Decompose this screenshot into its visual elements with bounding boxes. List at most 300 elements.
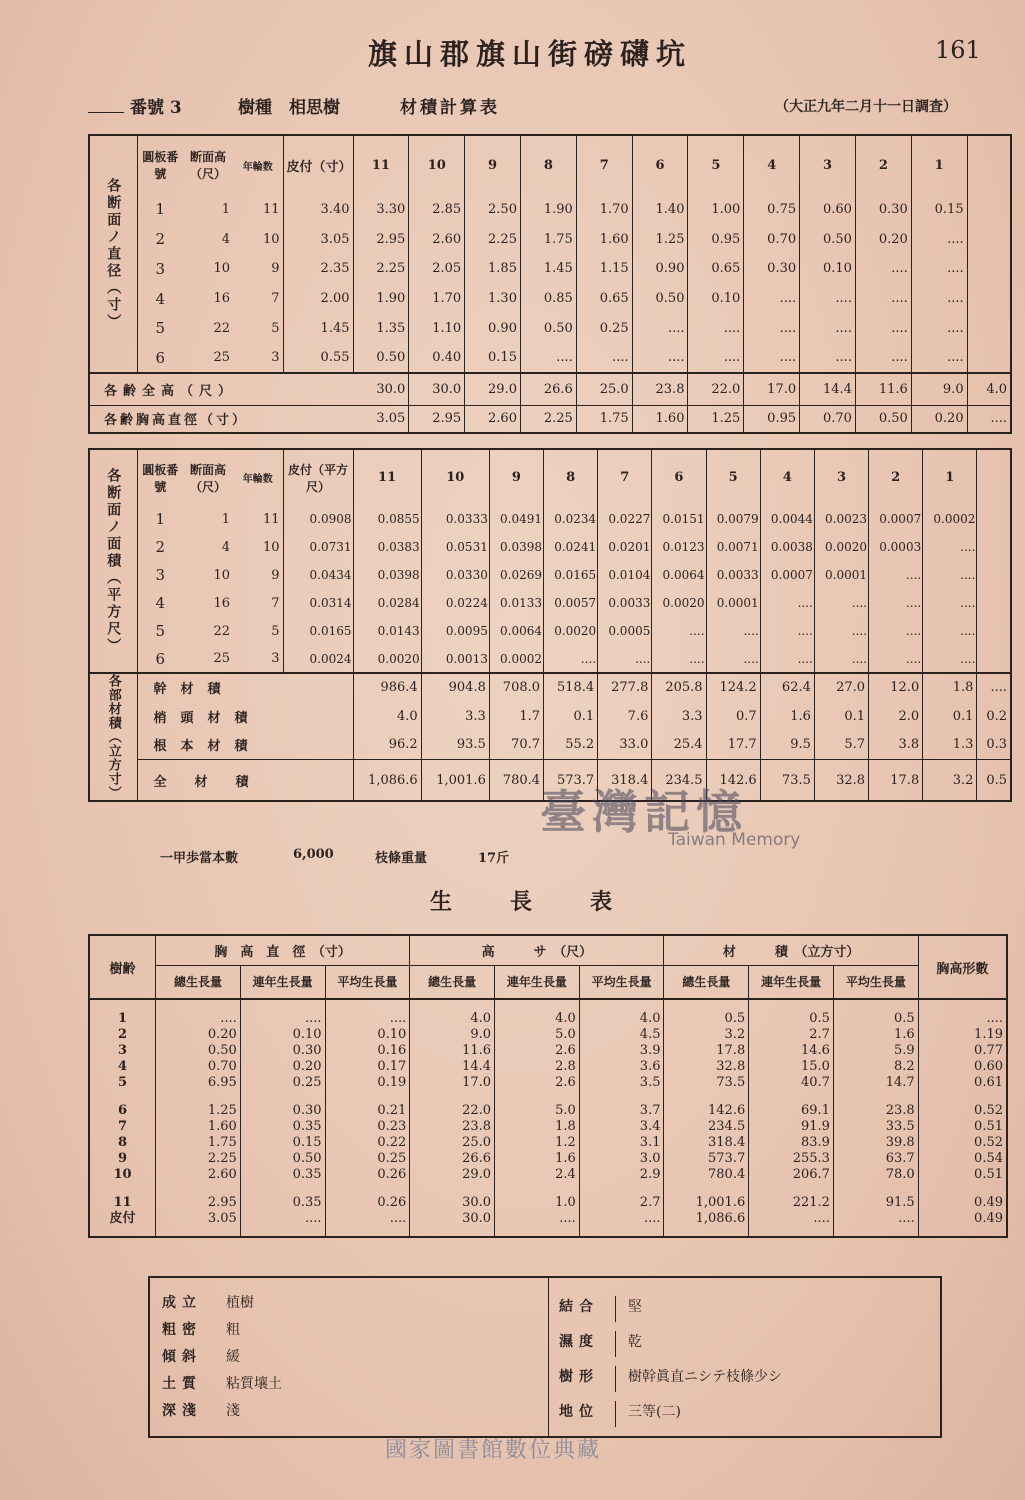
area-cell: 0.0020 xyxy=(544,617,598,645)
spacer-cell xyxy=(918,1227,1007,1237)
growth-cell: 0.23 xyxy=(325,1119,410,1135)
spacer-cell xyxy=(749,999,834,1011)
diameter-cell: 0.90 xyxy=(632,254,688,284)
property-row xyxy=(162,1400,240,1426)
growth-subheader: 連年生長量 xyxy=(240,965,325,999)
growth-row xyxy=(89,1151,1007,1167)
spacer-cell xyxy=(833,1227,918,1237)
growth-cell: 22.0 xyxy=(410,1091,495,1119)
growth-cell: .... xyxy=(749,1211,834,1227)
growth-cell: 1,001.6 xyxy=(664,1183,749,1211)
page-title: 旗山郡旗山街磅礴坑 xyxy=(367,37,692,71)
growth-cell: 30.0 xyxy=(410,1211,495,1227)
diameter-cell: .... xyxy=(800,284,856,314)
area-cell: 0.0005 xyxy=(598,617,652,645)
ring-count: 9 xyxy=(233,561,283,589)
section-height: 4 xyxy=(221,231,230,247)
property-label: 濕度 xyxy=(549,1331,616,1357)
growth-cell: 0.60 xyxy=(974,1059,1003,1074)
diameter-cell: 1.90 xyxy=(353,284,409,314)
growth-cell: 0.5 xyxy=(664,1011,749,1027)
growth-cell: 0.15 xyxy=(240,1135,325,1151)
disk-number: 1 xyxy=(155,200,166,219)
age-header: 樹齢 xyxy=(89,935,156,999)
area-cell: .... xyxy=(923,617,977,645)
footer-collection: 國家圖書館數位典藏 xyxy=(385,1438,602,1463)
growth-subheader: 連年生長量 xyxy=(495,965,580,999)
header-ring-col: 8 xyxy=(544,449,598,505)
growth-cell: 0.16 xyxy=(325,1043,410,1059)
growth-cell: 2.4 xyxy=(495,1167,580,1183)
disk-number: 3 xyxy=(155,566,166,584)
disk-number: 4 xyxy=(155,289,166,308)
volume-cell: 9.5 xyxy=(760,731,814,760)
growth-spacer xyxy=(89,999,1007,1011)
growth-subheader: 總生長量 xyxy=(410,965,495,999)
diameter-cell: 0.95 xyxy=(688,224,744,254)
property-value: 粘質壤土 xyxy=(226,1376,282,1392)
volume-cell: 205.8 xyxy=(652,673,706,702)
breast-diameter-cell: .... xyxy=(967,405,1011,433)
growth-cell: 0.50 xyxy=(240,1151,325,1167)
area-cell: 0.0908 xyxy=(283,505,353,533)
property-label: 傾斜 xyxy=(162,1349,202,1365)
area-cell: .... xyxy=(544,645,598,673)
volume-side-label: 各部材積（立方寸） xyxy=(89,673,137,801)
ring-count: 7 xyxy=(233,284,283,314)
area-cell: 0.0269 xyxy=(489,561,543,589)
diameter-row xyxy=(89,254,1011,284)
area-cell: 0.0143 xyxy=(353,617,421,645)
total-volume-cell: 780.4 xyxy=(489,760,543,801)
area-cell: .... xyxy=(869,589,923,617)
diameter-cell: 0.65 xyxy=(576,284,632,314)
diameter-cell: .... xyxy=(744,343,800,373)
section-height: 22 xyxy=(213,623,230,639)
diameter-group-header: 胸 高 直 徑 （寸） xyxy=(156,935,410,965)
section-height: 10 xyxy=(213,567,230,583)
growth-cell: 11.6 xyxy=(410,1043,495,1059)
area-volume-table xyxy=(88,448,1012,802)
diameter-cell: 2.85 xyxy=(409,195,465,225)
volume-cell: 4.0 xyxy=(353,702,421,731)
growth-cell: 8.2 xyxy=(833,1059,918,1075)
growth-cell: 2.8 xyxy=(495,1059,580,1075)
growth-cell: .... xyxy=(495,1211,580,1227)
total-height-cell: 17.0 xyxy=(744,373,800,405)
total-height-cell: 9.0 xyxy=(911,373,967,405)
growth-cell: 39.8 xyxy=(833,1135,918,1151)
header-disk: 圓板番號 xyxy=(142,150,179,182)
volume-cell: 12.0 xyxy=(869,673,923,702)
growth-cell: 91.9 xyxy=(749,1119,834,1135)
header-ring-col: 2 xyxy=(869,449,923,505)
area-cell: 0.0330 xyxy=(421,561,489,589)
area-cell: .... xyxy=(706,617,760,645)
property-label: 土質 xyxy=(162,1376,202,1392)
area-cell: 0.0044 xyxy=(760,505,814,533)
property-label: 樹形 xyxy=(549,1366,616,1392)
diameter-cell: .... xyxy=(744,314,800,344)
growth-age: 6 xyxy=(89,1091,156,1119)
volume-row xyxy=(89,673,1011,702)
area-cell: .... xyxy=(760,645,814,673)
area-cell: 0.0133 xyxy=(489,589,543,617)
growth-cell: 15.0 xyxy=(749,1059,834,1075)
property-value: 植樹 xyxy=(226,1295,254,1311)
growth-cell: 14.6 xyxy=(749,1043,834,1059)
total-volume-cell: 73.5 xyxy=(760,760,814,801)
growth-cell: 2.9 xyxy=(579,1167,664,1183)
diameter-table xyxy=(88,134,1012,434)
section-height: 22 xyxy=(213,320,230,336)
area-row xyxy=(89,617,1011,645)
diameter-cell: .... xyxy=(911,284,967,314)
diameter-cell: 0.15 xyxy=(911,195,967,225)
diameter-cell: 1.70 xyxy=(409,284,465,314)
property-row xyxy=(162,1319,240,1345)
growth-cell: 32.8 xyxy=(664,1059,749,1075)
disk-number: 2 xyxy=(155,230,166,249)
diameter-cell: 0.50 xyxy=(800,224,856,254)
growth-cell: 1.8 xyxy=(495,1119,580,1135)
diameter-cell: 0.55 xyxy=(283,343,353,373)
spacer-cell xyxy=(325,999,410,1011)
total-height-cell: 14.4 xyxy=(800,373,856,405)
growth-cell: 83.9 xyxy=(749,1135,834,1151)
growth-row xyxy=(89,1043,1007,1059)
property-label: 深淺 xyxy=(162,1403,202,1419)
growth-cell: 2.95 xyxy=(156,1183,241,1211)
growth-cell: .... xyxy=(156,1011,241,1027)
area-cell: 0.0383 xyxy=(353,533,421,561)
total-height-cell: 22.0 xyxy=(688,373,744,405)
growth-cell: .... xyxy=(325,1011,410,1027)
growth-cell: 5.9 xyxy=(833,1043,918,1059)
volume-cell: 55.2 xyxy=(544,731,598,760)
volume-cell: 0.1 xyxy=(923,702,977,731)
growth-cell: 23.8 xyxy=(410,1119,495,1135)
growth-cell: 0.5 xyxy=(749,1011,834,1027)
area-cell: 0.0224 xyxy=(421,589,489,617)
growth-title: 生長表 xyxy=(430,889,671,915)
header-ring-col: 3 xyxy=(814,449,868,505)
section-height: 25 xyxy=(213,651,230,666)
growth-row xyxy=(89,1119,1007,1135)
header-age: 年輪数 xyxy=(233,135,283,195)
watermark-sub: Taiwan Memory xyxy=(668,830,801,850)
breast-diameter-cell: 2.25 xyxy=(520,405,576,433)
area-row xyxy=(89,505,1011,533)
growth-cell: 1.75 xyxy=(156,1135,241,1151)
growth-cell: 3.1 xyxy=(579,1135,664,1151)
total-volume-cell: 318.4 xyxy=(598,760,652,801)
growth-cell: 33.5 xyxy=(833,1119,918,1135)
header-ring-col: 6 xyxy=(652,449,706,505)
spacer-cell xyxy=(833,999,918,1011)
header-ring-col: 1 xyxy=(923,449,977,505)
property-value: 樹幹眞直ニシテ枝條少シ xyxy=(628,1369,782,1385)
growth-cell: 1.6 xyxy=(495,1151,580,1167)
header-ring-col: 4 xyxy=(744,135,800,195)
volume-label: 根本材積 xyxy=(137,731,353,760)
spacer-cell xyxy=(89,1227,156,1237)
diameter-cell: 0.25 xyxy=(576,314,632,344)
diameter-cell: 1.35 xyxy=(353,314,409,344)
growth-cell: 30.0 xyxy=(410,1183,495,1211)
area-cell: 0.0434 xyxy=(283,561,353,589)
total-volume-label: 全材積 xyxy=(137,760,353,801)
diameter-row xyxy=(89,195,1011,225)
growth-cell: 91.5 xyxy=(833,1183,918,1211)
spacer-cell xyxy=(240,1227,325,1237)
growth-cell: 0.35 xyxy=(240,1183,325,1211)
area-cell: .... xyxy=(814,589,868,617)
property-value: 粗 xyxy=(226,1322,240,1338)
growth-cell: 0.21 xyxy=(325,1091,410,1119)
height-group-header: 高 サ （尺） xyxy=(410,935,664,965)
total-volume-cell: 32.8 xyxy=(814,760,868,801)
property-row xyxy=(549,1401,940,1427)
growth-cell: 17.0 xyxy=(410,1075,495,1091)
area-cell: 0.0123 xyxy=(652,533,706,561)
watermark-logo: 臺灣記憶 xyxy=(540,785,748,839)
growth-cell: 69.1 xyxy=(749,1091,834,1119)
property-value: 緩 xyxy=(226,1349,240,1365)
divider xyxy=(88,112,124,113)
diameter-cell: 0.30 xyxy=(855,195,911,225)
volume-cell: .... xyxy=(977,673,1011,702)
ring-count: 3 xyxy=(233,343,283,373)
ring-count: 11 xyxy=(233,195,283,225)
volume-cell: 17.7 xyxy=(706,731,760,760)
area-side-label: 各断面ノ面積（平方尺） xyxy=(89,449,137,673)
diameter-side-label: 各断面ノ直径（寸） xyxy=(89,135,137,373)
number-label: 番號 3 xyxy=(130,98,182,118)
volume-cell: 25.4 xyxy=(652,731,706,760)
growth-cell: 4.0 xyxy=(410,1011,495,1027)
growth-header-row xyxy=(89,935,1007,965)
growth-cell: 0.51 xyxy=(974,1167,1003,1182)
growth-cell: 780.4 xyxy=(664,1167,749,1183)
area-cell: 0.0020 xyxy=(652,589,706,617)
volume-cell: 1.3 xyxy=(923,731,977,760)
breast-diameter-cell: 1.75 xyxy=(576,405,632,433)
growth-cell: 25.0 xyxy=(410,1135,495,1151)
growth-cell: 3.5 xyxy=(579,1075,664,1091)
total-height-label: 各齢全高（尺） xyxy=(104,383,238,399)
volume-cell: 0.2 xyxy=(977,702,1011,731)
growth-cell: 0.54 xyxy=(974,1151,1003,1166)
growth-cell: 4.5 xyxy=(579,1027,664,1043)
header-ring-col: 2 xyxy=(855,135,911,195)
diameter-cell: 1.70 xyxy=(576,195,632,225)
section-height: 10 xyxy=(213,261,230,277)
area-row xyxy=(89,561,1011,589)
ring-count: 10 xyxy=(233,224,283,254)
growth-cell: 78.0 xyxy=(833,1167,918,1183)
branch-label: 枝條重量 xyxy=(375,851,428,866)
growth-cell: 2.25 xyxy=(156,1151,241,1167)
disk-number: 5 xyxy=(155,622,166,640)
growth-cell: 3.6 xyxy=(579,1059,664,1075)
section-height: 1 xyxy=(221,201,230,217)
area-cell: 0.0095 xyxy=(421,617,489,645)
diameter-cell: 0.50 xyxy=(353,343,409,373)
breast-diameter-label: 各齢胸高直徑（寸） xyxy=(104,413,249,429)
diameter-cell: .... xyxy=(576,343,632,373)
growth-cell: 3.7 xyxy=(579,1091,664,1119)
disk-number: 3 xyxy=(155,259,166,278)
property-row xyxy=(162,1346,240,1372)
diameter-cell: 1.60 xyxy=(576,224,632,254)
diameter-cell: 3.30 xyxy=(353,195,409,225)
header-ring-col: 5 xyxy=(706,449,760,505)
volume-cell: 0.3 xyxy=(977,731,1011,760)
growth-cell: 0.52 xyxy=(974,1135,1003,1150)
diameter-cell: 0.20 xyxy=(855,224,911,254)
property-label: 結合 xyxy=(549,1296,616,1322)
growth-subheader: 平均生長量 xyxy=(325,965,410,999)
area-cell: 0.0001 xyxy=(814,561,868,589)
volume-cell: 3.3 xyxy=(652,702,706,731)
growth-cell: 29.0 xyxy=(410,1167,495,1183)
header-ring-col: 1 xyxy=(911,135,967,195)
growth-age: 7 xyxy=(89,1119,156,1135)
property-label: 地位 xyxy=(549,1401,616,1427)
growth-cell: 6.95 xyxy=(156,1075,241,1091)
growth-cell: 0.50 xyxy=(156,1043,241,1059)
area-cell: .... xyxy=(652,645,706,673)
area-cell: 0.0071 xyxy=(706,533,760,561)
header-ring-col: 9 xyxy=(489,449,543,505)
breast-diameter-cell: 1.60 xyxy=(632,405,688,433)
total-height-cell: 29.0 xyxy=(465,373,521,405)
diameter-cell: .... xyxy=(688,343,744,373)
growth-cell: 4.0 xyxy=(495,1011,580,1027)
area-cell: 0.0284 xyxy=(353,589,421,617)
spacer-cell xyxy=(89,999,156,1011)
area-cell: 0.0227 xyxy=(598,505,652,533)
total-height-row xyxy=(89,373,1011,405)
diameter-cell: 0.50 xyxy=(520,314,576,344)
growth-cell: .... xyxy=(240,1011,325,1027)
diameter-cell: .... xyxy=(911,343,967,373)
growth-cell: 14.7 xyxy=(833,1075,918,1091)
diameter-cell: .... xyxy=(632,343,688,373)
diameter-cell: 1.00 xyxy=(688,195,744,225)
growth-cell: 0.20 xyxy=(156,1027,241,1043)
diameter-cell: 1.10 xyxy=(409,314,465,344)
growth-cell: 73.5 xyxy=(664,1075,749,1091)
diameter-cell: 2.95 xyxy=(353,224,409,254)
diameter-cell: 0.65 xyxy=(688,254,744,284)
volume-cell: 1.7 xyxy=(489,702,543,731)
ring-count: 10 xyxy=(233,533,283,561)
section-height: 16 xyxy=(213,595,230,611)
diameter-cell: 2.35 xyxy=(283,254,353,284)
diameter-cell: 1.85 xyxy=(465,254,521,284)
header-age: 年輪数 xyxy=(233,449,283,505)
property-row xyxy=(549,1296,940,1322)
property-value: 乾 xyxy=(628,1334,642,1350)
growth-cell: 2.6 xyxy=(495,1075,580,1091)
growth-age: 4 xyxy=(89,1059,156,1075)
form-factor-header: 胸高形數 xyxy=(936,961,989,977)
area-cell: .... xyxy=(869,617,923,645)
ring-count: 5 xyxy=(233,314,283,344)
growth-cell: 0.30 xyxy=(240,1043,325,1059)
total-height-cell: 4.0 xyxy=(967,373,1011,405)
diameter-cell: 2.05 xyxy=(409,254,465,284)
growth-cell: 2.6 xyxy=(495,1043,580,1059)
header-ring-col: 11 xyxy=(353,449,421,505)
area-cell: 0.0024 xyxy=(283,645,353,673)
area-cell: 0.0104 xyxy=(598,561,652,589)
growth-row xyxy=(89,1091,1007,1119)
volume-group-header: 材 積 （立方寸） xyxy=(664,935,918,965)
area-cell: 0.0234 xyxy=(544,505,598,533)
diameter-cell: 0.85 xyxy=(520,284,576,314)
diameter-row xyxy=(89,224,1011,254)
breast-diameter-cell: 2.60 xyxy=(465,405,521,433)
diameter-cell: 1.40 xyxy=(632,195,688,225)
area-cell: .... xyxy=(706,645,760,673)
area-cell: 0.0013 xyxy=(421,645,489,673)
growth-row xyxy=(89,1211,1007,1227)
header-disk: 圓板番號 xyxy=(142,462,179,494)
growth-subheader: 平均生長量 xyxy=(833,965,918,999)
section-height: 4 xyxy=(221,539,230,555)
total-volume-cell: 17.8 xyxy=(869,760,923,801)
area-cell: .... xyxy=(923,645,977,673)
volume-cell: 7.6 xyxy=(598,702,652,731)
property-row xyxy=(162,1373,282,1399)
diameter-cell: 2.50 xyxy=(465,195,521,225)
header-bark: 皮付（寸） xyxy=(283,135,353,195)
property-label: 成立 xyxy=(162,1295,202,1311)
area-cell: 0.0007 xyxy=(869,505,923,533)
growth-cell: .... xyxy=(986,1011,1003,1026)
diameter-cell: 0.60 xyxy=(800,195,856,225)
species-label: 樹種 相思樹 xyxy=(238,98,340,118)
area-cell: .... xyxy=(760,589,814,617)
growth-cell: 1.19 xyxy=(974,1027,1003,1042)
header-ring-col: 7 xyxy=(576,135,632,195)
diameter-cell: 1.45 xyxy=(283,314,353,344)
volume-cell: 277.8 xyxy=(598,673,652,702)
per-area-label: 一甲歩當本數 xyxy=(160,851,239,866)
area-cell: .... xyxy=(923,533,977,561)
spacer-cell xyxy=(664,999,749,1011)
section-height: 25 xyxy=(213,350,230,366)
growth-subheader: 平均生長量 xyxy=(579,965,664,999)
growth-cell: 221.2 xyxy=(749,1183,834,1211)
area-cell: 0.0855 xyxy=(353,505,421,533)
growth-age: 皮付 xyxy=(89,1211,156,1227)
volume-cell: 904.8 xyxy=(421,673,489,702)
growth-cell: 1,086.6 xyxy=(664,1211,749,1227)
volume-cell: 62.4 xyxy=(760,673,814,702)
area-row xyxy=(89,589,1011,617)
area-cell: 0.0398 xyxy=(489,533,543,561)
area-cell: 0.0023 xyxy=(814,505,868,533)
growth-age: 11 xyxy=(89,1183,156,1211)
growth-subheader: 總生長量 xyxy=(156,965,241,999)
ring-count: 11 xyxy=(233,505,283,533)
disk-number: 2 xyxy=(155,538,166,556)
diameter-cell: .... xyxy=(520,343,576,373)
